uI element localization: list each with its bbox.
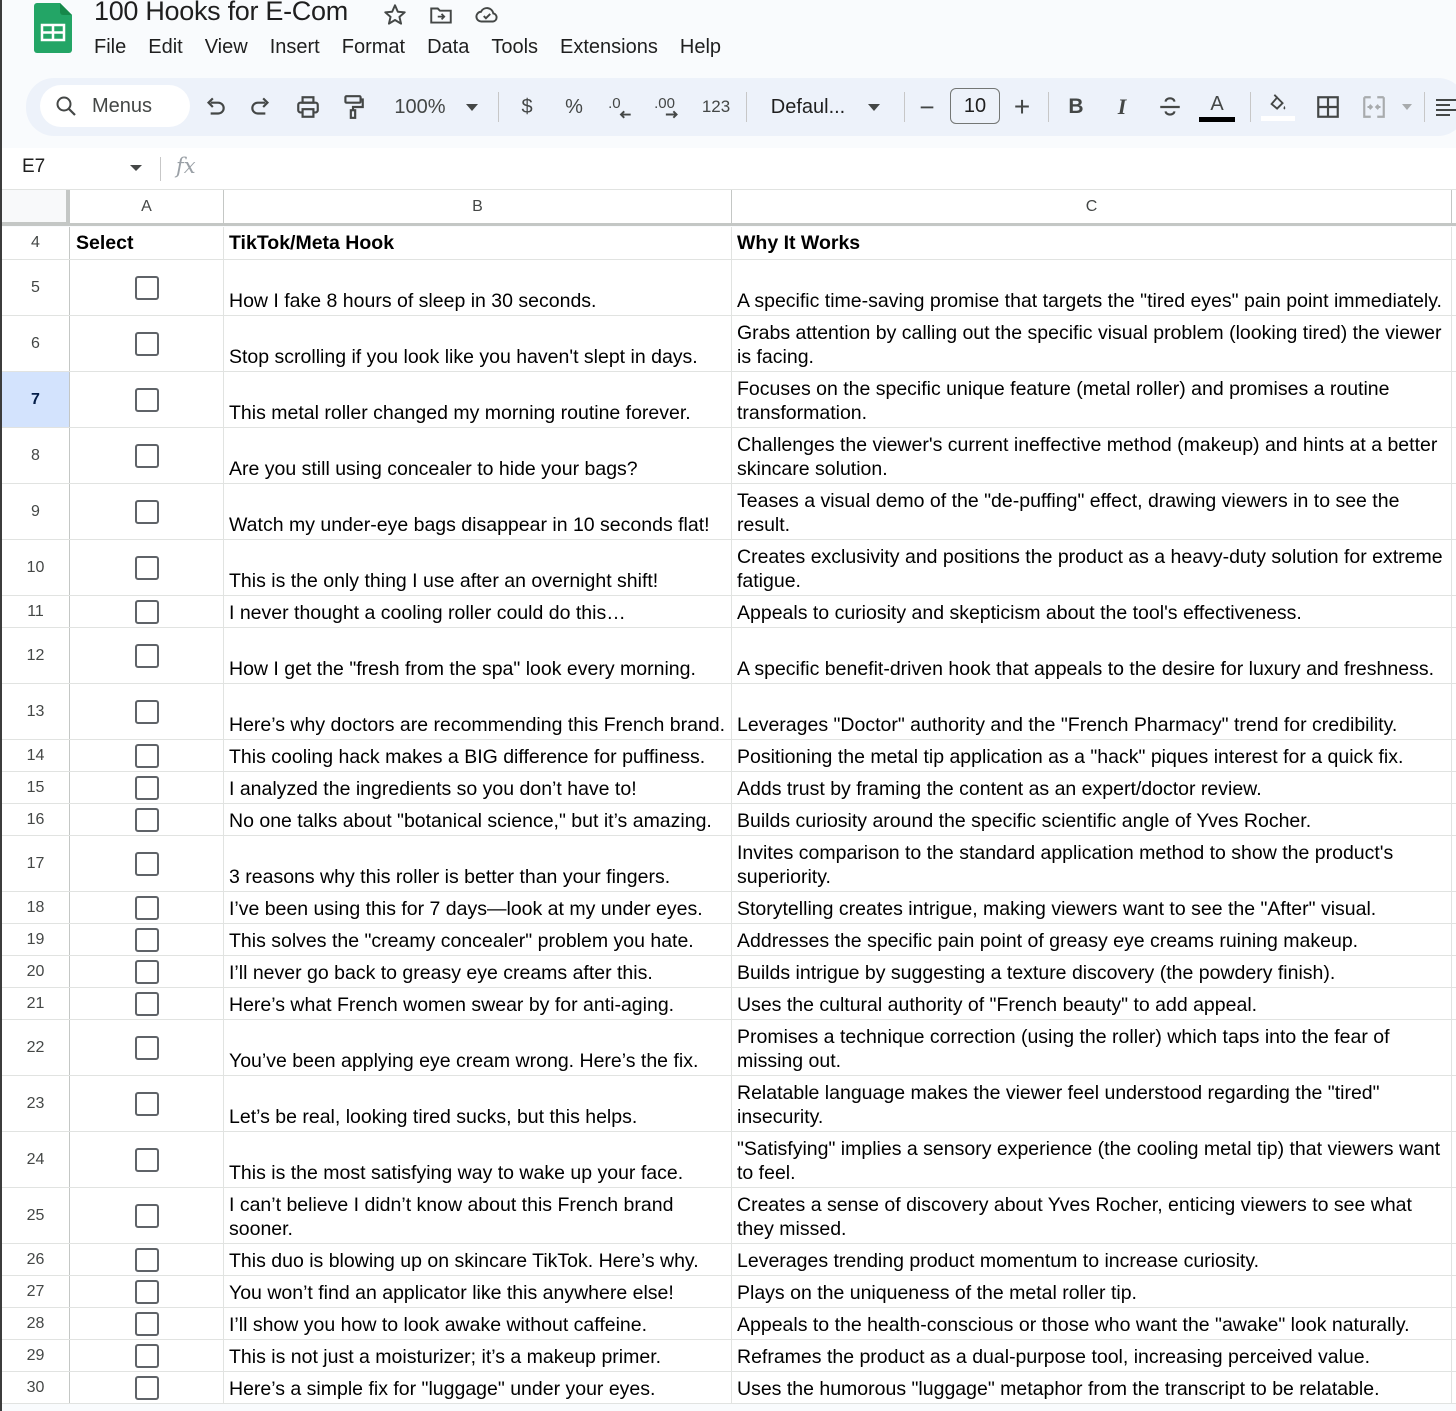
select-checkbox[interactable] (135, 276, 159, 300)
why-cell[interactable]: Adds trust by framing the content as an expert/doctor review. (732, 772, 1452, 803)
select-cell[interactable] (70, 1188, 224, 1243)
menu-tools[interactable]: Tools (491, 36, 539, 58)
select-checkbox[interactable] (135, 1344, 159, 1368)
cell-d[interactable] (1452, 484, 1456, 539)
sheets-logo-icon[interactable] (34, 3, 72, 53)
why-cell[interactable]: Grabs attention by calling out the specific visual problem (looking tired) the viewer is facing. (732, 316, 1452, 371)
table-row (2, 924, 1456, 956)
hook-cell[interactable]: This is the most satisfying way to wake up your face. (224, 1132, 732, 1187)
divider (1424, 92, 1425, 122)
hook-cell[interactable]: Here’s a simple fix for "luggage" under your eyes. (224, 1372, 732, 1403)
borders-button[interactable] (1314, 78, 1342, 136)
hook-cell[interactable]: 3 reasons why this roller is better than your fingers. (224, 836, 732, 891)
menu-edit[interactable]: Edit (148, 36, 183, 58)
fx-icon: fx (176, 154, 196, 178)
divider (904, 92, 905, 122)
cell-d[interactable] (1452, 956, 1456, 987)
divider (1048, 92, 1049, 122)
hook-cell[interactable]: Are you still using concealer to hide your bags? (224, 428, 732, 483)
row-number[interactable]: 28 (2, 1308, 70, 1339)
select-checkbox[interactable] (135, 700, 159, 724)
select-checkbox[interactable] (135, 992, 159, 1016)
document-title[interactable]: 100 Hooks for E-Com (94, 0, 348, 26)
strikethrough-button[interactable] (1156, 78, 1184, 136)
select-checkbox[interactable] (135, 500, 159, 524)
select-checkbox[interactable] (135, 444, 159, 468)
hook-cell[interactable]: I never thought a cooling roller could do this… (224, 596, 732, 627)
row-number[interactable]: 19 (2, 924, 70, 955)
why-cell[interactable]: Leverages trending product momentum to increase curiosity. (732, 1244, 1452, 1275)
menu-view[interactable]: View (204, 36, 248, 58)
why-cell[interactable]: Builds intrigue by suggesting a texture discovery (the powdery finish). (732, 956, 1452, 987)
row-number[interactable]: 9 (2, 484, 70, 539)
header-hook[interactable]: TikTok/Meta Hook (224, 227, 732, 259)
select-checkbox[interactable] (135, 332, 159, 356)
increase-decimal-button[interactable] (652, 78, 684, 136)
hook-cell[interactable]: This cooling hack makes a BIG difference for puffiness. (224, 740, 732, 771)
why-cell[interactable]: Invites comparison to the standard application method to show the product's superiority. (732, 836, 1452, 891)
cell-d[interactable] (1452, 804, 1456, 835)
hook-cell[interactable]: This solves the "creamy concealer" problem you hate. (224, 924, 732, 955)
text-color-button[interactable] (1198, 78, 1236, 136)
name-box[interactable]: E7 (22, 156, 46, 177)
zoom-value: 100% (394, 95, 446, 118)
row-number[interactable]: 23 (2, 1076, 70, 1131)
why-cell[interactable]: Teases a visual demo of the "de-puffing" effect, drawing viewers in to see the result. (732, 484, 1452, 539)
select-cell[interactable] (70, 1340, 224, 1371)
menu-help[interactable]: Help (679, 36, 722, 58)
paint-bucket-icon (1265, 93, 1291, 115)
title-bar (0, 0, 1456, 70)
hook-cell[interactable]: This is the only thing I use after an overnight shift! (224, 540, 732, 595)
select-cell[interactable] (70, 1276, 224, 1307)
cell-d[interactable] (1452, 316, 1456, 371)
undo-button[interactable] (202, 78, 228, 136)
cell-d[interactable] (1452, 1132, 1456, 1187)
cell-d[interactable] (1452, 684, 1456, 739)
currency-label: $ (521, 95, 533, 118)
move-folder-icon[interactable] (428, 2, 454, 28)
why-cell[interactable]: Leverages "Doctor" authority and the "French Pharmacy" trend for credibility. (732, 684, 1452, 739)
menu-extensions[interactable]: Extensions (560, 36, 658, 58)
paint-format-button[interactable] (340, 78, 366, 136)
table-row (2, 956, 1456, 988)
why-cell[interactable]: Focuses on the specific unique feature (metal roller) and promises a routine transformation. (732, 372, 1452, 427)
select-checkbox[interactable] (135, 644, 159, 668)
percent-label: % (565, 95, 583, 118)
column-header-b[interactable]: B (224, 190, 732, 226)
row-number[interactable]: 6 (2, 316, 70, 371)
table-row (2, 804, 1456, 836)
row-number[interactable]: 4 (2, 227, 70, 259)
row-number[interactable]: 24 (2, 1132, 70, 1187)
hook-cell[interactable]: You’ve been applying eye cream wrong. Here’s the fix. (224, 1020, 732, 1075)
select-checkbox[interactable] (135, 1312, 159, 1336)
row-number[interactable]: 8 (2, 428, 70, 483)
table-row (2, 1020, 1456, 1076)
select-cell[interactable] (70, 1076, 224, 1131)
borders-icon (1315, 94, 1341, 120)
select-checkbox[interactable] (135, 388, 159, 412)
cell-d[interactable] (1452, 1076, 1456, 1131)
row-number[interactable]: 22 (2, 1020, 70, 1075)
cell-d[interactable] (1452, 740, 1456, 771)
table-row (2, 1340, 1456, 1372)
table-row (2, 1188, 1456, 1244)
text-color-swatch (1199, 117, 1235, 122)
print-icon (295, 94, 321, 120)
table-row (2, 1308, 1456, 1340)
search-menus-button[interactable] (40, 85, 190, 127)
hook-cell[interactable]: You won’t find an applicator like this anywhere else! (224, 1276, 732, 1307)
decrease-decimal-button[interactable] (606, 78, 636, 136)
cell-d[interactable] (1452, 1372, 1456, 1403)
select-cell[interactable] (70, 956, 224, 987)
why-cell[interactable]: Creates a sense of discovery about Yves Rocher, enticing viewers to see what they missed. (732, 1188, 1452, 1243)
why-cell[interactable]: Positioning the metal tip application as a "hack" piques interest for a quick fix. (732, 740, 1452, 771)
row-number[interactable]: 14 (2, 740, 70, 771)
select-cell[interactable] (70, 1244, 224, 1275)
why-cell[interactable]: Uses the cultural authority of "French beauty" to add appeal. (732, 988, 1452, 1019)
print-button[interactable] (294, 78, 322, 136)
table-row (2, 372, 1456, 428)
menu-bar (94, 34, 732, 60)
select-checkbox[interactable] (135, 1092, 159, 1116)
cell-d[interactable] (1452, 428, 1456, 483)
more-formats-button[interactable] (698, 78, 734, 136)
why-cell[interactable]: Appeals to the health-conscious or those who want the "awake" look naturally. (732, 1308, 1452, 1339)
why-cell[interactable]: Relatable language makes the viewer feel understood regarding the "tired" insecurity. (732, 1076, 1452, 1131)
row-number[interactable]: 12 (2, 628, 70, 683)
select-cell[interactable] (70, 740, 224, 771)
select-cell[interactable] (70, 540, 224, 595)
cell-d[interactable] (1452, 924, 1456, 955)
why-cell[interactable]: Promises a technique correction (using the roller) which taps into the fear of missing out. (732, 1020, 1452, 1075)
why-cell[interactable]: Uses the humorous "luggage" metaphor from the transcript to be relatable. (732, 1372, 1452, 1403)
row-number[interactable]: 20 (2, 956, 70, 987)
select-cell[interactable] (70, 988, 224, 1019)
toolbar (26, 78, 1456, 136)
merge-cells-button[interactable] (1360, 78, 1388, 136)
row-number[interactable]: 29 (2, 1340, 70, 1371)
hook-cell[interactable]: This duo is blowing up on skincare TikTok. Here’s why. (224, 1244, 732, 1275)
row-number[interactable]: 7 (2, 372, 70, 427)
hook-cell[interactable]: I can’t believe I didn’t know about this French brand sooner. (224, 1188, 732, 1243)
select-cell[interactable] (70, 772, 224, 803)
increase-font-size-button[interactable] (1010, 78, 1034, 136)
zoom-dropdown-caret[interactable] (464, 78, 480, 136)
select-cell[interactable] (70, 892, 224, 923)
divider (498, 92, 499, 122)
select-cell[interactable] (70, 1372, 224, 1403)
select-cell[interactable] (70, 316, 224, 371)
row-number[interactable]: 27 (2, 1276, 70, 1307)
select-cell[interactable] (70, 372, 224, 427)
select-checkbox[interactable] (135, 1036, 159, 1060)
paint-format-icon (340, 94, 366, 120)
number-format-label: 123 (701, 97, 731, 116)
search-icon (54, 94, 78, 118)
hook-cell[interactable]: How I fake 8 hours of sleep in 30 seconds. (224, 260, 732, 315)
redo-button[interactable] (248, 78, 274, 136)
select-checkbox[interactable] (135, 776, 159, 800)
select-cell[interactable] (70, 924, 224, 955)
cell-d[interactable] (1452, 1308, 1456, 1339)
formula-bar (0, 148, 1456, 190)
redo-icon (248, 94, 274, 120)
select-checkbox[interactable] (135, 960, 159, 984)
table-row (2, 484, 1456, 540)
cloud-saved-icon[interactable] (474, 2, 500, 28)
cell-d[interactable] (1452, 260, 1456, 315)
table-row (2, 316, 1456, 372)
cell-d[interactable] (1452, 628, 1456, 683)
table-row (2, 260, 1456, 316)
hook-cell[interactable]: This metal roller changed my morning routine forever. (224, 372, 732, 427)
select-checkbox[interactable] (135, 1204, 159, 1228)
select-cell[interactable] (70, 1020, 224, 1075)
why-cell[interactable]: A specific time-saving promise that targets the "tired eyes" pain point immediately. (732, 260, 1452, 315)
menu-file[interactable]: File (94, 36, 127, 58)
bold-button[interactable] (1064, 78, 1088, 136)
strikethrough-icon (1157, 94, 1183, 120)
hook-cell[interactable]: Here’s why doctors are recommending this French brand. (224, 684, 732, 739)
table-row (2, 540, 1456, 596)
select-checkbox[interactable] (135, 556, 159, 580)
row-number[interactable]: 5 (2, 260, 70, 315)
font-size-value: 10 (963, 94, 987, 117)
row-number[interactable]: 26 (2, 1244, 70, 1275)
merge-cells-icon (1361, 94, 1387, 120)
select-checkbox[interactable] (135, 744, 159, 768)
select-checkbox[interactable] (135, 1148, 159, 1172)
table-row (2, 628, 1456, 684)
horizontal-align-button[interactable] (1434, 78, 1456, 136)
select-checkbox[interactable] (135, 1376, 159, 1400)
select-cell[interactable] (70, 1132, 224, 1187)
hook-cell[interactable]: I’ll show you how to look awake without caffeine. (224, 1308, 732, 1339)
currency-format-button[interactable] (516, 78, 538, 136)
cell-d[interactable] (1452, 1020, 1456, 1075)
why-cell[interactable]: Plays on the uniqueness of the metal roller tip. (732, 1276, 1452, 1307)
hook-cell[interactable]: Here’s what French women swear by for anti-aging. (224, 988, 732, 1019)
cell-d[interactable] (1452, 1276, 1456, 1307)
row-number[interactable]: 13 (2, 684, 70, 739)
column-header-a[interactable]: A (70, 190, 224, 226)
table-row (2, 988, 1456, 1020)
minus-icon: − (919, 91, 935, 122)
header-row (2, 227, 1456, 260)
why-cell[interactable]: Storytelling creates intrigue, making viewers want to see the "After" visual. (732, 892, 1452, 923)
why-cell[interactable]: Builds curiosity around the specific scientific angle of Yves Rocher. (732, 804, 1452, 835)
why-cell[interactable]: Creates exclusivity and positions the product as a heavy-duty solution for extreme fatigue. (732, 540, 1452, 595)
table-row (2, 772, 1456, 804)
cell-d[interactable] (1452, 772, 1456, 803)
svg-text:.00: .00 (654, 95, 675, 113)
why-cell[interactable]: Reframes the product as a dual-purpose tool, increasing perceived value. (732, 1340, 1452, 1371)
cell-d[interactable] (1452, 1244, 1456, 1275)
window-edge (0, 0, 2, 1411)
fill-color-swatch (1261, 116, 1295, 121)
why-cell[interactable]: Addresses the specific pain point of greasy eye creams ruining makeup. (732, 924, 1452, 955)
table-row (2, 1076, 1456, 1132)
select-checkbox[interactable] (135, 1248, 159, 1272)
table-row (2, 892, 1456, 924)
italic-button[interactable] (1110, 78, 1134, 136)
header-why[interactable]: Why It Works (732, 227, 1452, 259)
table-row (2, 836, 1456, 892)
chevron-down-icon (1402, 104, 1412, 110)
row-number[interactable]: 16 (2, 804, 70, 835)
cell-d[interactable] (1452, 892, 1456, 923)
hook-cell[interactable]: Watch my under-eye bags disappear in 10 seconds flat! (224, 484, 732, 539)
select-checkbox[interactable] (135, 808, 159, 832)
table-row (2, 428, 1456, 484)
table-row (2, 1276, 1456, 1308)
select-cell[interactable] (70, 684, 224, 739)
column-header-d[interactable] (1452, 190, 1456, 226)
merge-dropdown-caret[interactable] (1400, 78, 1414, 136)
cell-d[interactable] (1452, 372, 1456, 427)
table-row (2, 1244, 1456, 1276)
table-row (2, 740, 1456, 772)
why-cell[interactable]: "Satisfying" implies a sensory experience (the cooling metal tip) that viewers want to feel. (732, 1132, 1452, 1187)
table-row (2, 596, 1456, 628)
text-color-icon: A (1210, 92, 1224, 115)
cell-d[interactable] (1452, 988, 1456, 1019)
row-number[interactable]: 25 (2, 1188, 70, 1243)
italic-icon: I (1117, 94, 1127, 119)
hook-cell[interactable]: This is not just a moisturizer; it’s a makeup primer. (224, 1340, 732, 1371)
decrease-decimal-icon (607, 93, 635, 121)
chevron-down-icon (466, 104, 478, 111)
menu-data[interactable]: Data (427, 36, 470, 58)
select-checkbox[interactable] (135, 1280, 159, 1304)
rows-container (2, 227, 1456, 1404)
select-checkbox[interactable] (135, 928, 159, 952)
font-dropdown-caret[interactable] (866, 78, 882, 136)
hook-cell[interactable]: No one talks about "botanical science," but it’s amazing. (224, 804, 732, 835)
table-row (2, 1372, 1456, 1404)
select-checkbox[interactable] (135, 600, 159, 624)
select-cell[interactable] (70, 596, 224, 627)
fill-color-button[interactable] (1260, 78, 1296, 136)
row-number[interactable]: 30 (2, 1372, 70, 1403)
align-left-icon (1434, 94, 1456, 120)
select-cell[interactable] (70, 260, 224, 315)
row-number[interactable]: 17 (2, 836, 70, 891)
cell-d[interactable] (1452, 836, 1456, 891)
why-cell[interactable]: A specific benefit-driven hook that appeals to the desire for luxury and freshness. (732, 628, 1452, 683)
hook-cell[interactable]: Stop scrolling if you look like you haven't slept in days. (224, 316, 732, 371)
select-cell[interactable] (70, 804, 224, 835)
divider (1250, 92, 1251, 122)
bold-icon: B (1068, 95, 1084, 118)
cell-d[interactable] (1452, 1340, 1456, 1371)
menu-insert[interactable]: Insert (269, 36, 320, 58)
row-number[interactable]: 15 (2, 772, 70, 803)
cell-d[interactable] (1452, 540, 1456, 595)
hook-cell[interactable]: I’ve been using this for 7 days—look at my under eyes. (224, 892, 732, 923)
hook-cell[interactable]: I analyzed the ingredients so you don’t have to! (224, 772, 732, 803)
font-family-select[interactable] (766, 78, 850, 136)
table-row (2, 1132, 1456, 1188)
select-cell[interactable] (70, 1308, 224, 1339)
select-all-corner[interactable] (2, 190, 70, 226)
select-cell[interactable] (70, 428, 224, 483)
row-number[interactable]: 11 (2, 596, 70, 627)
select-cell[interactable] (70, 836, 224, 891)
chevron-down-icon (868, 104, 880, 111)
undo-icon (202, 94, 228, 120)
svg-text:.0: .0 (608, 95, 621, 113)
name-box-dropdown-icon[interactable] (130, 165, 142, 171)
why-cell[interactable]: Appeals to curiosity and skepticism about the tool's effectiveness. (732, 596, 1452, 627)
zoom-select[interactable] (390, 78, 450, 136)
header-select[interactable]: Select (70, 227, 224, 259)
row-number[interactable]: 10 (2, 540, 70, 595)
plus-icon: + (1013, 91, 1031, 122)
why-cell[interactable]: Challenges the viewer's current ineffective method (makeup) and hints at a better skincare solution. (732, 428, 1452, 483)
decrease-font-size-button[interactable] (916, 78, 938, 136)
cell-d[interactable] (1452, 596, 1456, 627)
table-row (2, 684, 1456, 740)
cell-d[interactable] (1452, 227, 1456, 259)
select-checkbox[interactable] (135, 852, 159, 876)
font-family-value: Defaul... (770, 95, 846, 118)
divider (746, 92, 747, 122)
column-header-c[interactable]: C (732, 190, 1452, 226)
select-cell[interactable] (70, 628, 224, 683)
hook-cell[interactable]: Let’s be real, looking tired sucks, but this helps. (224, 1076, 732, 1131)
percent-format-button[interactable] (562, 78, 586, 136)
row-number[interactable]: 18 (2, 892, 70, 923)
search-menus-label: Menus (92, 94, 153, 117)
menu-format[interactable]: Format (341, 36, 406, 58)
cell-d[interactable] (1452, 1188, 1456, 1243)
select-checkbox[interactable] (135, 896, 159, 920)
increase-decimal-icon (653, 93, 683, 121)
hook-cell[interactable]: How I get the "fresh from the spa" look every morning. (224, 628, 732, 683)
row-number[interactable]: 21 (2, 988, 70, 1019)
select-cell[interactable] (70, 484, 224, 539)
hook-cell[interactable]: I’ll never go back to greasy eye creams after this. (224, 956, 732, 987)
star-icon[interactable] (382, 2, 408, 28)
font-size-input[interactable] (950, 88, 1000, 124)
divider (160, 157, 161, 181)
